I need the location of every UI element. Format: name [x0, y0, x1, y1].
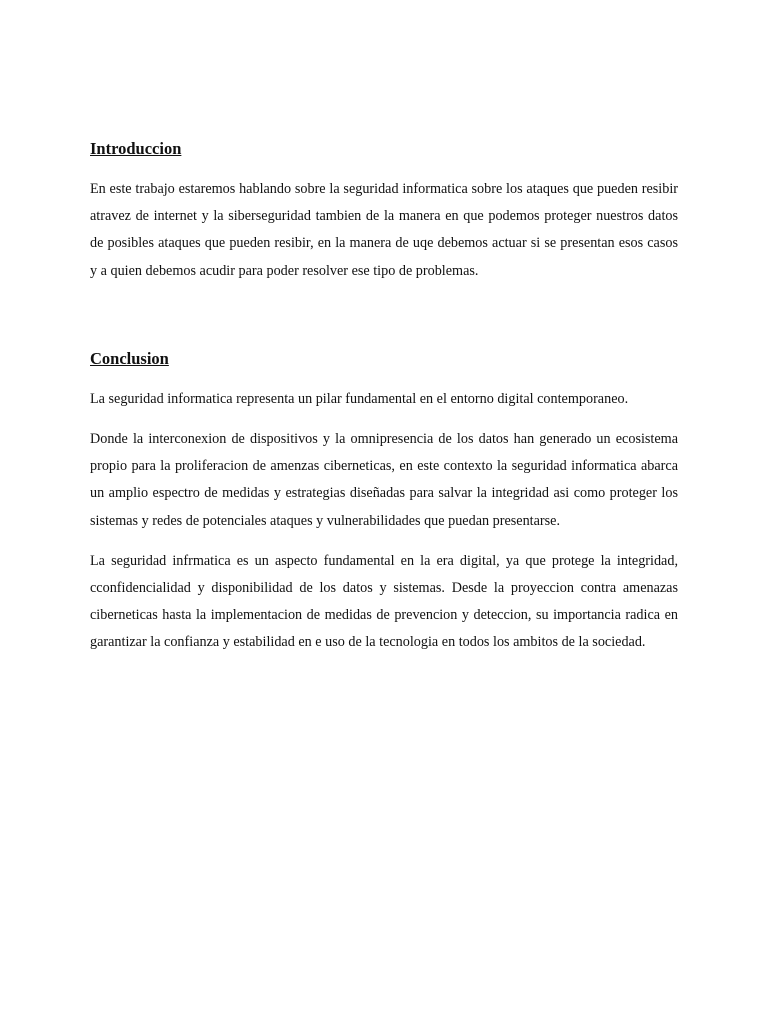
conclusion-paragraph-1: La seguridad informatica representa un pilar fundamental en el entorno digital contemporaneo. — [90, 390, 629, 407]
introduction-heading: Introduccion — [90, 139, 182, 158]
introduction-paragraph: En este trabajo estaremos hablando sobre la seguridad informatica sobre los ataques que pueden resibir atravez de internet y la siberseguridad tambien de la manera en que podemos proteger nuestros datos de posibles ataques que pueden resibir, en la manera de uqe debemos actuar si se presentan esos casos y a quien debemos acudir para poder resolver ese tipo de problemas. — [90, 181, 678, 279]
conclusion-paragraph-2: Donde la interconexion de dispositivos y la omnipresencia de los datos han generado un ecosistema propio para la proliferacion de amenzas ciberneticas, en este contexto la seguridad informatica abarca un amplio espectro de medidas y estrategias diseñadas para salvar la integridad asi como proteger los sistemas y redes de potenciales ataques y vulnerabilidades que puedan presentarse. — [90, 431, 678, 529]
conclusion-paragraph-3: La seguridad infrmatica es un aspecto fundamental en la era digital, ya que protege la integridad, cconfidencialidad y disponibilidad de los datos y sistemas. Desde la proyeccion contra amenazas ciberneticas hasta la implementacion de medidas de prevencion y deteccion, su importancia radica en garantizar la confianza y estabilidad en e uso de la tecnologia en todos los ambitos de la sociedad. — [90, 552, 678, 651]
document-page — [90, 138, 678, 657]
conclusion-heading: Conclusion — [90, 348, 169, 368]
